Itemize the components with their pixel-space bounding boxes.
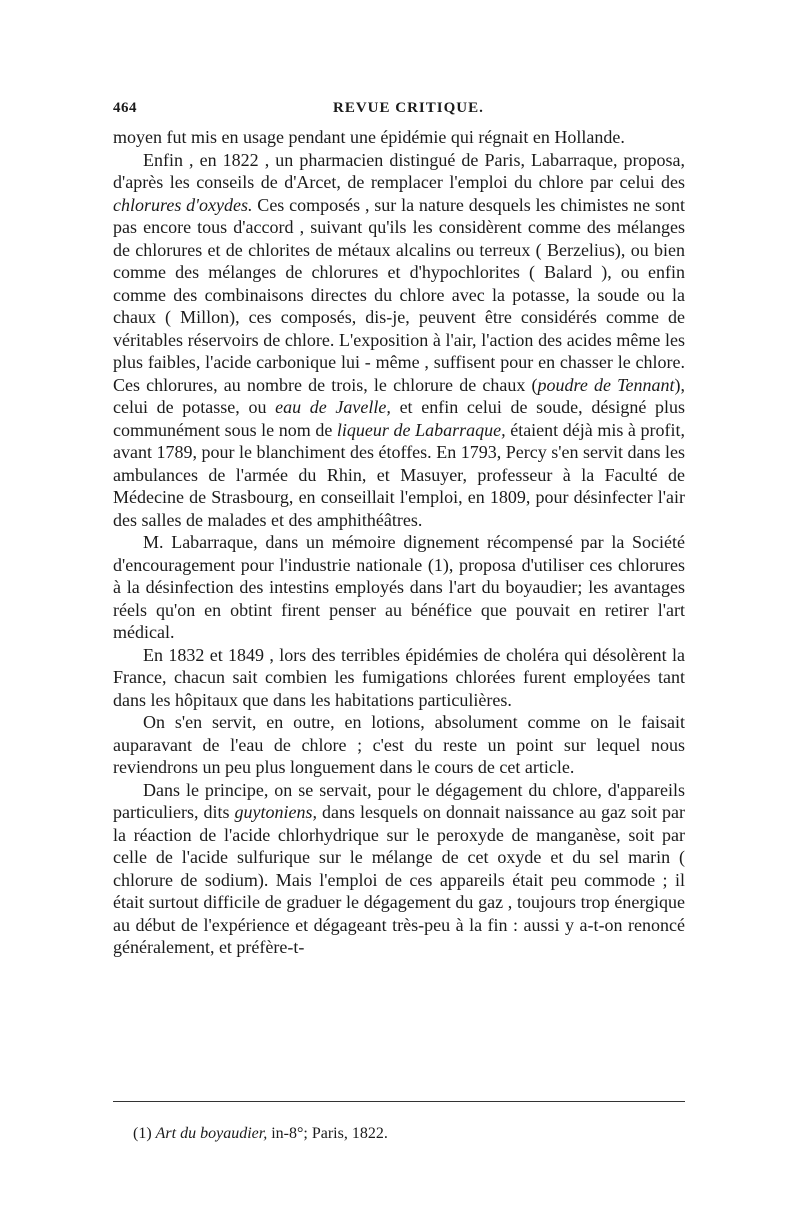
- italic-term-liqueur-de-labarraque: liqueur de Labarraque,: [336, 419, 506, 440]
- footnote-divider: [113, 1101, 685, 1102]
- paragraph-2-text-2: Ces composés , sur la nature desquels les chimistes ne sont pas encore tous d'accord , suivant qu'ils les considèrent comme des mélanges de chlorures et de chlorites de métaux alcalins ou terreux ( Berzelius), ou bien comme des mélanges de chlorures et d'hypochlorites ( Balard ), ou enfin comme des combinaisons directes du chlore avec la potasse, la soude ou la chaux ( Millon), ces composés, dis-je, peuvent être considérés comme de véritables réservoirs de chlore. L'exposition à l'air, l'action des acides même les plus faibles, l'acide carbonique lui - même , suffisent pour en chasser le chlore. Ces chlorures, au nombre de trois, le chlorure de chaux (: [113, 194, 685, 395]
- paragraph-6: [113, 779, 685, 959]
- italic-term-poudre-de-tennant: poudre de Tennant: [537, 374, 675, 395]
- italic-term-guytoniens: guytoniens,: [234, 802, 317, 822]
- paragraph-6-text-2: dans lesquels on donnait naissance au gaz soit par la réaction de l'acide chlorhydrique sur le peroxyde de manganèse, soit par celle de l'acide sulfurique sur le mélange de cet oxyde et du sel marin ( chlorure de sodium). Mais l'emploi de ces appareils était peu commode ; il était surtout difficile de graduer le dégagement du gaz , toujours trop énergique au début de l'expérience et dégageant très-peu à la fin : aussi y a-t-on renoncé généralement, et préfère-t-: [113, 802, 685, 957]
- italic-term-chlorures-d-oxydes: chlorures d'oxydes.: [113, 194, 253, 215]
- footnote-title: Art du boyaudier,: [155, 1125, 268, 1142]
- paragraph-2-text-1: Enfin , en 1822 , un pharmacien distingué de Paris, Labarraque, proposa, d'après les conseils de d'Arcet, de remplacer l'emploi du chlore par celui des: [113, 149, 685, 192]
- paragraph-3: [113, 531, 685, 644]
- paragraph-2-text-4: et enfin celui de soude, désigné plus communément sous le nom de: [113, 397, 685, 440]
- running-head: [113, 96, 685, 120]
- journal-title: REVUE CRITIQUE.: [333, 100, 484, 116]
- italic-term-eau-de-javelle: eau de Javelle,: [275, 397, 391, 417]
- paragraph-2: [113, 149, 685, 532]
- paragraph-1-text: moyen fut mis en usage pendant une épidémie qui régnait en Hollande.: [113, 127, 625, 147]
- paragraph-6-text-1: Dans le principe, on se servait, pour le dégagement du chlore, d'appareils particuliers, dits: [113, 779, 685, 822]
- paragraph-2-text-3: ), celui de potasse, ou: [113, 374, 685, 417]
- paragraph-4-text: En 1832 et 1849 , lors des terribles épidémies de choléra qui désolèrent la France, chacun sait combien les fumigations chlorées furent employées tant dans les hôpitaux que dans les habitations particulières.: [113, 644, 685, 710]
- footnote-details: in-8°; Paris, 1822.: [271, 1125, 388, 1142]
- footnote: [133, 1124, 685, 1144]
- paragraph-5: [113, 711, 685, 779]
- page-number: 464: [113, 100, 137, 116]
- book-page: [113, 96, 686, 1142]
- paragraph-4: [113, 644, 685, 712]
- paragraph-2-text-5: étaient déjà mis à profit, avant 1789, pour le blanchiment des étoffes. En 1793, Percy s'en servit dans les ambulances de l'armée du Rhin, et Masuyer, professeur à la Faculté de Médecine de Strasbourg, en conseillait l'emploi, en 1809, pour désinfecter l'air des salles de malades et des amphithéâtres.: [113, 419, 686, 530]
- paragraph-1: [113, 126, 685, 149]
- footnote-marker: (1): [133, 1125, 152, 1142]
- body-text: [113, 126, 685, 959]
- paragraph-5-text: On s'en servit, en outre, en lotions, absolument comme on le faisait auparavant de l'eau de chlore ; c'est du reste un point sur lequel nous reviendrons un peu plus longuement dans le cours de cet article.: [113, 712, 685, 777]
- paragraph-3-text: M. Labarraque, dans un mémoire dignement récompensé par la Société d'encouragement pour l'industrie nationale (1), proposa d'utiliser ces chlorures à la désinfection des intestins employés dans l'art du boyaudier; les avantages réels qu'on en obtint firent penser au bénéfice que pouvait en retirer l'art médical.: [113, 532, 685, 642]
